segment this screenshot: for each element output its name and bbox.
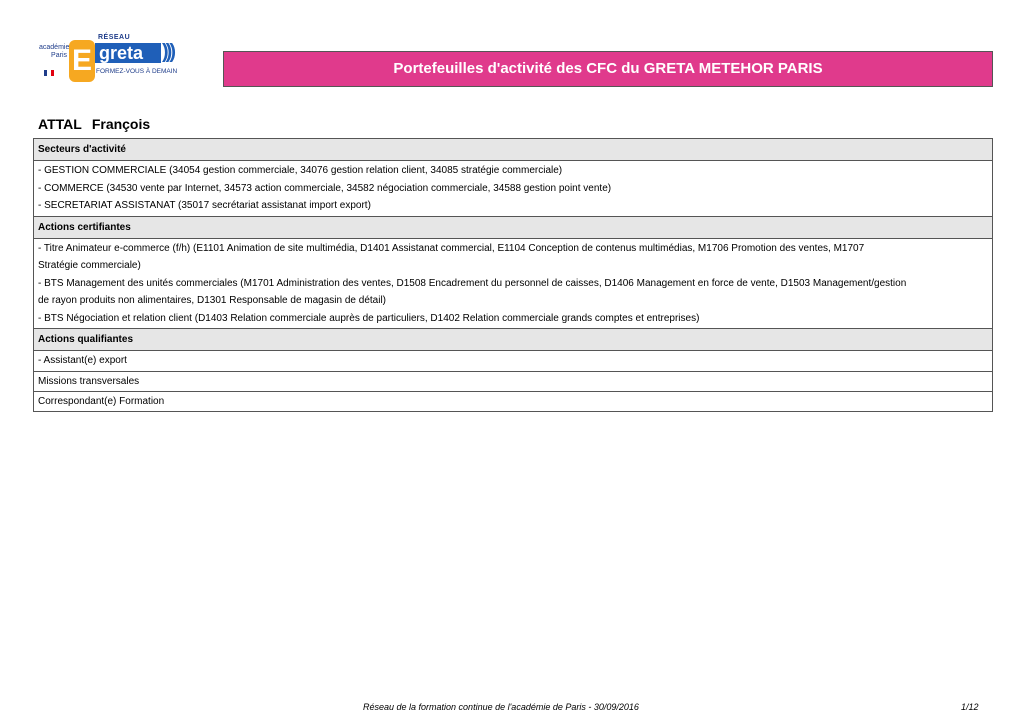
correspondant-row: Correspondant(e) Formation: [34, 391, 992, 411]
greta-logo: [32, 32, 182, 94]
french-flag-icon: [44, 70, 54, 76]
greta-wordmark: greta: [95, 43, 161, 63]
waves-icon: ))): [162, 41, 173, 63]
list-item: - GESTION COMMERCIALE (34054 gestion commerciale, 34076 gestion relation client, 34085 stratégie commerciale): [38, 165, 563, 176]
list-item: - BTS Management des unités commerciales (M1701 Administration des ventes, D1508 Encadrement du personnel de caisses, D1406 Management en force de vente, D1503 Management/gestion: [38, 277, 907, 289]
list-item: de rayon produits non alimentaires, D1301 Responsable de magasin de détail): [38, 295, 386, 306]
reseau-label: RÉSEAU: [98, 34, 131, 41]
list-item: - COMMERCE (34530 vente par Internet, 34573 action commerciale, 34582 négociation commerciale, 34588 gestion point vente): [38, 182, 612, 194]
certifiantes-heading: Actions certifiantes: [34, 216, 992, 239]
page-title-banner: Portefeuilles d'activité des CFC du GRETA METEHOR PARIS: [223, 51, 993, 87]
secteurs-heading: Secteurs d'activité: [34, 139, 992, 161]
footer-note: Réseau de la formation continue de l'académie de Paris - 30/09/2016: [363, 702, 639, 712]
logo-slogan: FORMEZ-VOUS À DEMAIN: [96, 68, 178, 75]
e-mark-icon: E: [69, 40, 95, 82]
secteurs-list: [34, 161, 992, 216]
list-item: - Titre Animateur e-commerce (f/h) (E1101 Animation de site multimédia, D1401 Assistanat commercial, E1104 Conception de contenus multimédias, M1706 Promotion des ventes, M1707: [38, 242, 865, 254]
person-name: [38, 116, 150, 132]
portfolio-table: [33, 138, 993, 412]
academie-paris-label: académie Paris: [39, 44, 70, 59]
list-item: - Assistant(e) export: [38, 355, 127, 366]
list-item: - SECRETARIAT ASSISTANAT (35017 secrétariat assistanat import export): [38, 200, 371, 211]
person-surname: ATTAL: [38, 116, 82, 132]
qualifiantes-list: [34, 351, 992, 371]
missions-row: Missions transversales: [34, 371, 992, 391]
page-number: 1/12: [961, 702, 979, 712]
list-item: Stratégie commerciale): [38, 260, 141, 271]
list-item: - BTS Négociation et relation client (D1403 Relation commerciale auprès de particuliers, D1402 Relation commerciale grands comptes et entreprises): [38, 312, 700, 324]
certifiantes-list: [34, 239, 992, 329]
qualifiantes-heading: Actions qualifiantes: [34, 328, 992, 351]
person-given-name: François: [91, 116, 151, 132]
